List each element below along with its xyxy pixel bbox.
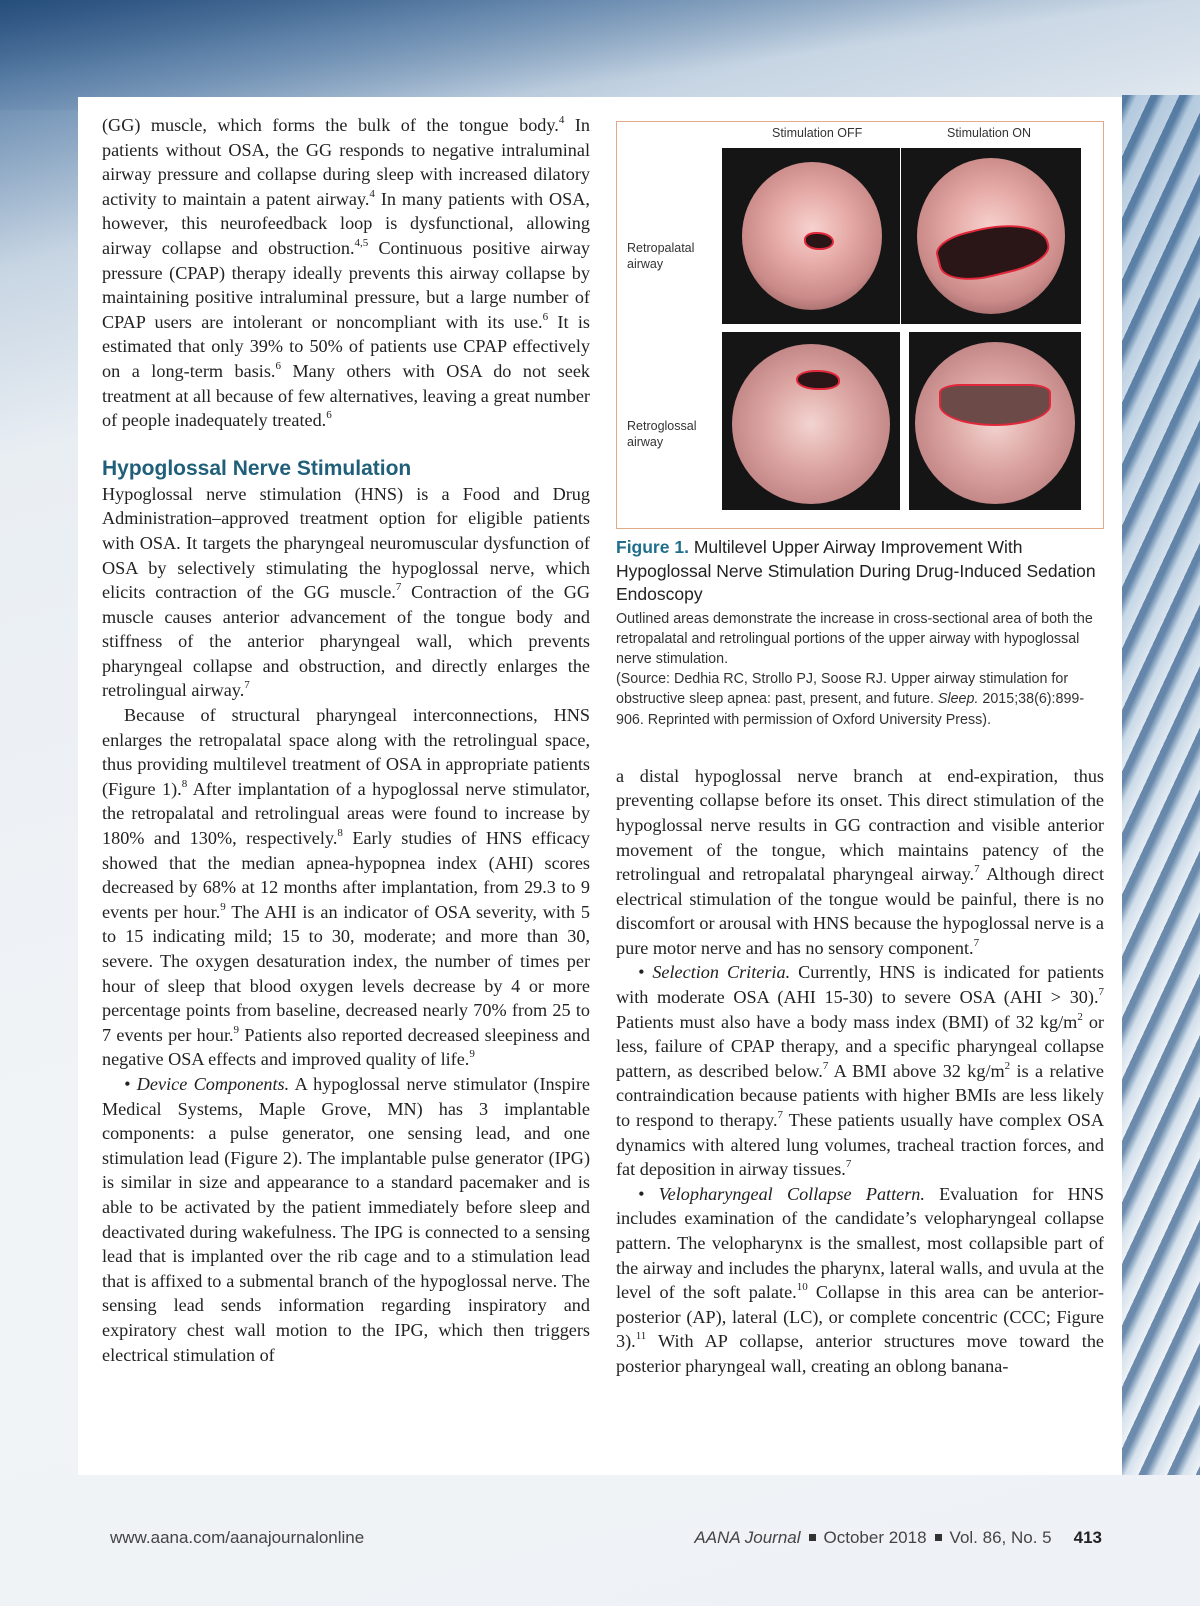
journal-info: [694, 1528, 1102, 1548]
citation-superscript: 7: [244, 679, 250, 692]
caption-source-text: (Source: Dedhia RC, Strollo PJ, Soose RJ. Upper airway stimulation for obstructive sleep apnea: past, present, and future.: [616, 671, 1069, 708]
side-decoration: [1122, 95, 1200, 1475]
paragraph: [616, 960, 1104, 1181]
paragraph: [616, 1182, 1104, 1379]
journal-name: AANA Journal: [694, 1528, 801, 1547]
journal-url[interactable]: www.aana.com/aanajournalonline: [110, 1528, 365, 1547]
paragraph: [102, 1072, 590, 1367]
label-retroglossal: Retroglossal airway: [627, 419, 697, 449]
endoscopy-image-rp-off: [722, 148, 900, 324]
citation-superscript: 8: [181, 777, 188, 790]
paragraph-text: Currently, HNS is indicated for patients with moderate OSA (AHI 15-30) to severe OSA (AHI > 30).$^7$ Patients must also have a body mass index (BMI) of 32 $kg/m^2$ or less, failure of CPAP therapy, and a specific pharyngeal collapse pattern, as described below.$^7$ A BMI above 32 $kg/m^2$ is a relative contraindication because patients with higher BMIs are less likely to respond to therapy.$^7$ These patients usually have complex OSA dynamics with altered lung volumes, tracheal traction forces, and fat deposition in airway tissues.$^7$: [616, 962, 1104, 1180]
citation-superscript: 4: [558, 113, 565, 126]
paragraph: (GG) muscle, which forms the bulk of the tongue body.$^4$ In patients without OSA, the GG responds to negative intraluminal airway pressure and collapse during sleep with increased dilatory activity to maintain a patent airway.$^4$ In many patients with OSA, however, this neurofeedback loop is dysfunctional, allowing airway collapse and obstruction.$^{4,5}$ Continuous positive airway pressure (CPAP) therapy ideally prevents this airway collapse by maintaining positive intraluminal pressure, but a large number of CPAP users are intolerant or noncompliant with its use.$^6$ It is estimated that only 39% to 50% of patients use CPAP effectively on a long-term basis.$^6$ Many others with OSA do not seek treatment at all because of few alternatives, leaving a great number of people inadequately treated.$^6$: [102, 113, 591, 431]
paragraph: a distal hypoglossal nerve branch at end-expiration, thus preventing collapse before its onset. This direct stimulation of the hypoglossal nerve results in GG contraction and visible anterior movement of the tongue, which maintains patency of the retrolingual and retropalatal pharyngeal airway.$^7$ Although direct electrical stimulation of the tongue would be painful, there is no discomfort or arousal with HNS because the hypoglossal nerve is a pure motor nerve and has no sensory component.$^7$: [616, 765, 1104, 958]
citation-superscript: 7: [822, 1059, 829, 1072]
citation-superscript: 9: [233, 1023, 240, 1036]
citation-superscript: 6: [275, 359, 281, 372]
label-stimulation-on: Stimulation ON: [947, 126, 1032, 140]
bullet-lead: • Selection Criteria.: [638, 962, 791, 983]
bullet-lead: • Device Components.: [124, 1073, 290, 1094]
right-column: [616, 121, 1104, 1379]
label-retropalatal: Retropalatal airway: [627, 241, 695, 271]
figure-caption: [616, 609, 1104, 730]
left-column: [102, 113, 590, 1367]
airway-view: [732, 344, 890, 504]
separator-square: [935, 1534, 942, 1541]
outlined-airway: [804, 232, 834, 250]
caption-source-citation: 2015;38(6):899-906. Reprinted with permission of Oxford University Press).: [616, 691, 1085, 728]
caption-journal: Sleep.: [937, 691, 979, 708]
citation-superscript: 9: [220, 900, 226, 913]
right-body-text: [616, 764, 1104, 1379]
paragraph-text: Evaluation for HNS includes examination of the candidate’s velopharyngeal collapse pattern. The velopharynx is the smallest, most collapsible part of the airway and includes the pharynx, lateral walls, and uvula at the level of the soft palate.$^{10}$ Collapse in this area can be anterior-posterior (AP), lateral (LC), or complete concentric (CCC; Figure 3).$^{11}$ With AP collapse, anterior structures move toward the posterior pharyngeal wall, creating an oblong banana-: [616, 1183, 1104, 1376]
figure-title-text: Multilevel Upper Airway Improvement With Hypoglossal Nerve Stimulation During Drug-Induced Sedation Endoscopy: [616, 537, 1096, 604]
citation-superscript: 7: [395, 581, 402, 594]
citation-superscript: 2: [1004, 1059, 1011, 1072]
header-background: [0, 0, 1200, 110]
figure-title: [616, 536, 1104, 607]
citation-superscript: 9: [469, 1048, 475, 1061]
figure-number: Figure 1.: [616, 537, 689, 557]
page-number: 413: [1073, 1528, 1102, 1547]
endoscopy-image-rg-off: [722, 332, 900, 510]
citation-superscript: 7: [1098, 986, 1104, 998]
paragraph: Hypoglossal nerve stimulation (HNS) is a Food and Drug Administration–approved treatment option for eligible patients with OSA. It targets the pharyngeal neuromuscular dysfunction of OSA by selectively stimulating the hypoglossal nerve, which elicits contraction of the GG muscle.$^7$ Contraction of the GG muscle causes anterior advancement of the tongue body and stiffness of the anterior pharyngeal wall, which prevents pharyngeal collapse and obstruction, and directly enlarges the retrolingual airway.$^7$: [102, 483, 590, 701]
endoscopy-image-rp-on: [901, 148, 1081, 324]
citation-superscript: 6: [326, 409, 332, 422]
outlined-airway: [939, 384, 1051, 426]
paragraph: Because of structural pharyngeal interconnections, HNS enlarges the retropalatal space along with the retrolingual space, thus providing multilevel treatment of OSA in appropriate patients (Figure 1).$^8$ After implantation of a hypoglossal nerve stimulator, the retropalatal and retrolingual areas were found to increase by 180% and 130%, respectively.$^8$ Early studies of HNS efficacy showed that the median apnea-hypopnea index (AHI) scores decreased by 68% at 12 months after implantation, from 29.3 to 9 events per hour.$^9$ The AHI is an indicator of OSA severity, with 5 to 15 indicating mild; 15 to 30, moderate; and more than 30, severe. The oxygen desaturation index, the number of times per hour of sleep that blood oxygen levels decrease by 4 or more percentage points from baseline, decreased nearly 70% from 25 to 7 events per hour.$^9$ Patients also reported decreased sleepiness and negative OSA effects and improved quality of life.$^9$: [102, 705, 590, 1070]
separator-square: [809, 1534, 816, 1541]
citation-superscript: 2: [1077, 1010, 1083, 1023]
citation-superscript: 10: [796, 1281, 808, 1294]
page-body: [78, 97, 1122, 1475]
citation-superscript: 4,5: [354, 236, 369, 249]
citation-superscript: 7: [777, 1108, 783, 1121]
volume-number: Vol. 86, No. 5: [949, 1528, 1052, 1547]
citation-superscript: 7: [974, 863, 980, 876]
section-heading: Hypoglossal Nerve Stimulation: [102, 456, 412, 480]
label-stimulation-off: Stimulation OFF: [772, 126, 863, 140]
citation-superscript: 8: [337, 826, 343, 839]
bullet-lead: • Velopharyngeal Collapse Pattern.: [638, 1183, 925, 1204]
paragraph-text: A hypoglossal nerve stimulator (Inspire Medical Systems, Maple Grove, MN) has 3 implantable components: a pulse generator, one sensing lead, and one stimulation lead (Figure 2). The implantable pulse generator (IPG) is similar in size and appearance to a standard pacemaker and is able to be activated by the patient immediately before sleep and deactivated during wakefulness. The IPG is connected to a sensing lead that is implanted over the rib cage and to a stimulation lead that is affixed to a submental branch of the hypoglossal nerve. The sensing lead sends information regarding inspiratory and expiratory chest wall motion to the IPG, which then triggers electrical stimulation of: [102, 1073, 590, 1365]
outlined-airway: [796, 370, 840, 390]
figure-1: [616, 121, 1104, 529]
endoscopy-image-rg-on: [909, 332, 1081, 510]
citation-superscript: 7: [845, 1158, 852, 1171]
caption-source: [616, 669, 1104, 730]
citation-superscript: 11: [635, 1330, 647, 1343]
issue-date: October 2018: [823, 1528, 927, 1547]
citation-superscript: 7: [973, 936, 980, 949]
caption-description: Outlined areas demonstrate the increase in cross-sectional area of both the retropalatal and retrolingual portions of the upper airway with hypoglossal nerve stimulation.: [616, 610, 1093, 667]
citation-superscript: 6: [542, 310, 549, 323]
citation-superscript: 4: [369, 187, 375, 200]
